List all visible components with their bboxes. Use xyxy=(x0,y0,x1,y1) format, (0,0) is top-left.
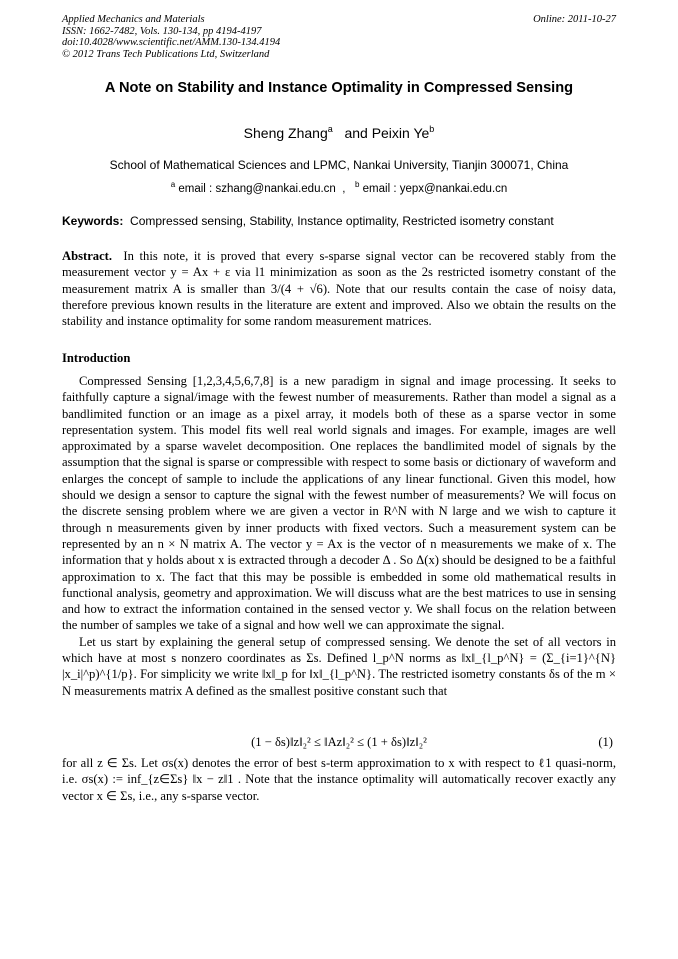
author-conjunction: and xyxy=(344,125,368,141)
issn-line: ISSN: 1662-7482, Vols. 130-134, pp 4194-4197 xyxy=(62,25,262,37)
abstract xyxy=(62,248,616,329)
keywords xyxy=(62,214,622,228)
equation-1-number: (1) xyxy=(598,735,613,749)
equation-1-formula: (1 − δs)‖z‖₂² ≤ ‖Az‖₂² ≤ (1 + δs)‖z‖₂² xyxy=(251,735,427,749)
keywords-text: Compressed sensing, Stability, Instance optimality, Restricted isometry constant xyxy=(130,214,554,228)
email-line: $^a$ email : szhang@nankai.edu.cn , $^b$ email : yepx@nankai.edu.cn xyxy=(170,180,508,195)
author-line xyxy=(62,124,616,141)
author-2-sup: b xyxy=(429,124,435,134)
email-b-label: email : xyxy=(362,183,397,195)
introduction-body xyxy=(62,373,616,699)
keywords-label: Keywords: xyxy=(62,214,124,228)
email-a-label: email : xyxy=(178,183,213,195)
doi-line: doi:10.4028/www.scientific.net/AMM.130-134.4194 xyxy=(62,37,281,48)
abstract-label: Abstract. xyxy=(62,249,113,263)
intro-continuation xyxy=(62,755,616,804)
paper-title: A Note on Stability and Instance Optimality in Compressed Sensing xyxy=(104,80,574,96)
author-2: Peixin Ye xyxy=(371,125,430,141)
journal-name: Applied Mechanics and Materials xyxy=(62,14,205,25)
affiliation: School of Mathematical Sciences and LPMC, Nankai University, Tianjin 300071, China xyxy=(109,158,569,172)
equation-1 xyxy=(62,735,616,753)
intro-paragraph-1: Compressed Sensing [1,2,3,4,5,6,7,8] is a new paradigm in signal and image processing. It seeks to faithfully capture a signal/image with the fewest number of measurements. Rather than model a signal as a bandlimited function or an image as a pixel array, it models both of these as a sparse vector in some representation system. This model fits well real world signals and images. For example, images are well approximated by a sparse wavelet decomposition. One replaces the bandlimited model of signals by the assumption that the signal is sparse or compressible with respect to some basis or dictionary of waveform and enlarges the concept of sample to include the applications of any linear functional. Given this model, how should we design a sensor to capture the signal with the fewest number of measurements? We will focus on the discrete sensing problem where we are given a vector in R^N with N large and we wish to capture it through n measurements given by inner products with fixed vectors. Such a measurement system can be represented by an n × N matrix A. The vector y = Ax is the vector of n measurements we make of x. The information that y holds about x is extracted through a decoder Δ . So Δ(x) should be designed to be a faithful approximation to x. The fact that this may be possible is embedded in some old mathematical results in functional analysis, geometry and approximation. We will discuss what are the best matrices to use in sensing and how to extract the information contained in the sensed vector y. We shall focus on the relation between the number of samples we take of a signal and how well we can approximate the signal. xyxy=(62,374,616,633)
intro-paragraph-3: for all z ∈ Σs. Let σs(x) denotes the error of best s-term approximation to x with respect to ℓ1 quasi-norm, i.e. σs(x) := inf_{z∈Σs} ‖x − z‖1 . Note that the instance optimality will automatically recover exactly any vector x ∈ Σs, i.e., any s-sparse vector. xyxy=(62,756,616,803)
journal-header xyxy=(62,14,616,60)
copyright-line: © 2012 Trans Tech Publications Ltd, Switzerland xyxy=(62,48,270,60)
abstract-text: In this note, it is proved that every s-sparse signal vector can be recovered stably from the measurement vector y = Ax + ε via l1 minimization as soon as the 2s restricted isometry constant of the measurement matrix A is smaller than 3/(4 + √6). Note that our results contain the case of noisy data, therefore previous known results in the literature are extent and improved. Also we obtain the results on the stability and instance optimality for some random measurement matrices. xyxy=(62,249,616,329)
email-b-sup: b xyxy=(354,180,360,189)
author-1: Sheng Zhang xyxy=(243,125,328,141)
email-a-value[interactable]: szhang@nankai.edu.cn xyxy=(215,183,336,195)
email-a-sup: a xyxy=(170,180,176,189)
section-heading-introduction: Introduction xyxy=(62,351,131,365)
online-date: Online: 2011-10-27 xyxy=(533,14,616,25)
author-1-sup: a xyxy=(327,124,333,134)
intro-paragraph-2: Let us start by explaining the general setup of compressed sensing. We denote the set of all vectors in which have at most s nonzero coordinates as Σs. Defined l_p^N norms as ‖x‖_{l_p^N} = (Σ_{i=1}^{N} |x_i|^p)^{1/p}. For simplicity we write ‖x‖_p for ‖x‖_{l_p^N}. The restricted isometry constants δs of the m × N measurements matrix A defined as the smallest positive constant such that xyxy=(62,634,616,698)
email-b-value[interactable]: yepx@nankai.edu.cn xyxy=(399,183,508,195)
